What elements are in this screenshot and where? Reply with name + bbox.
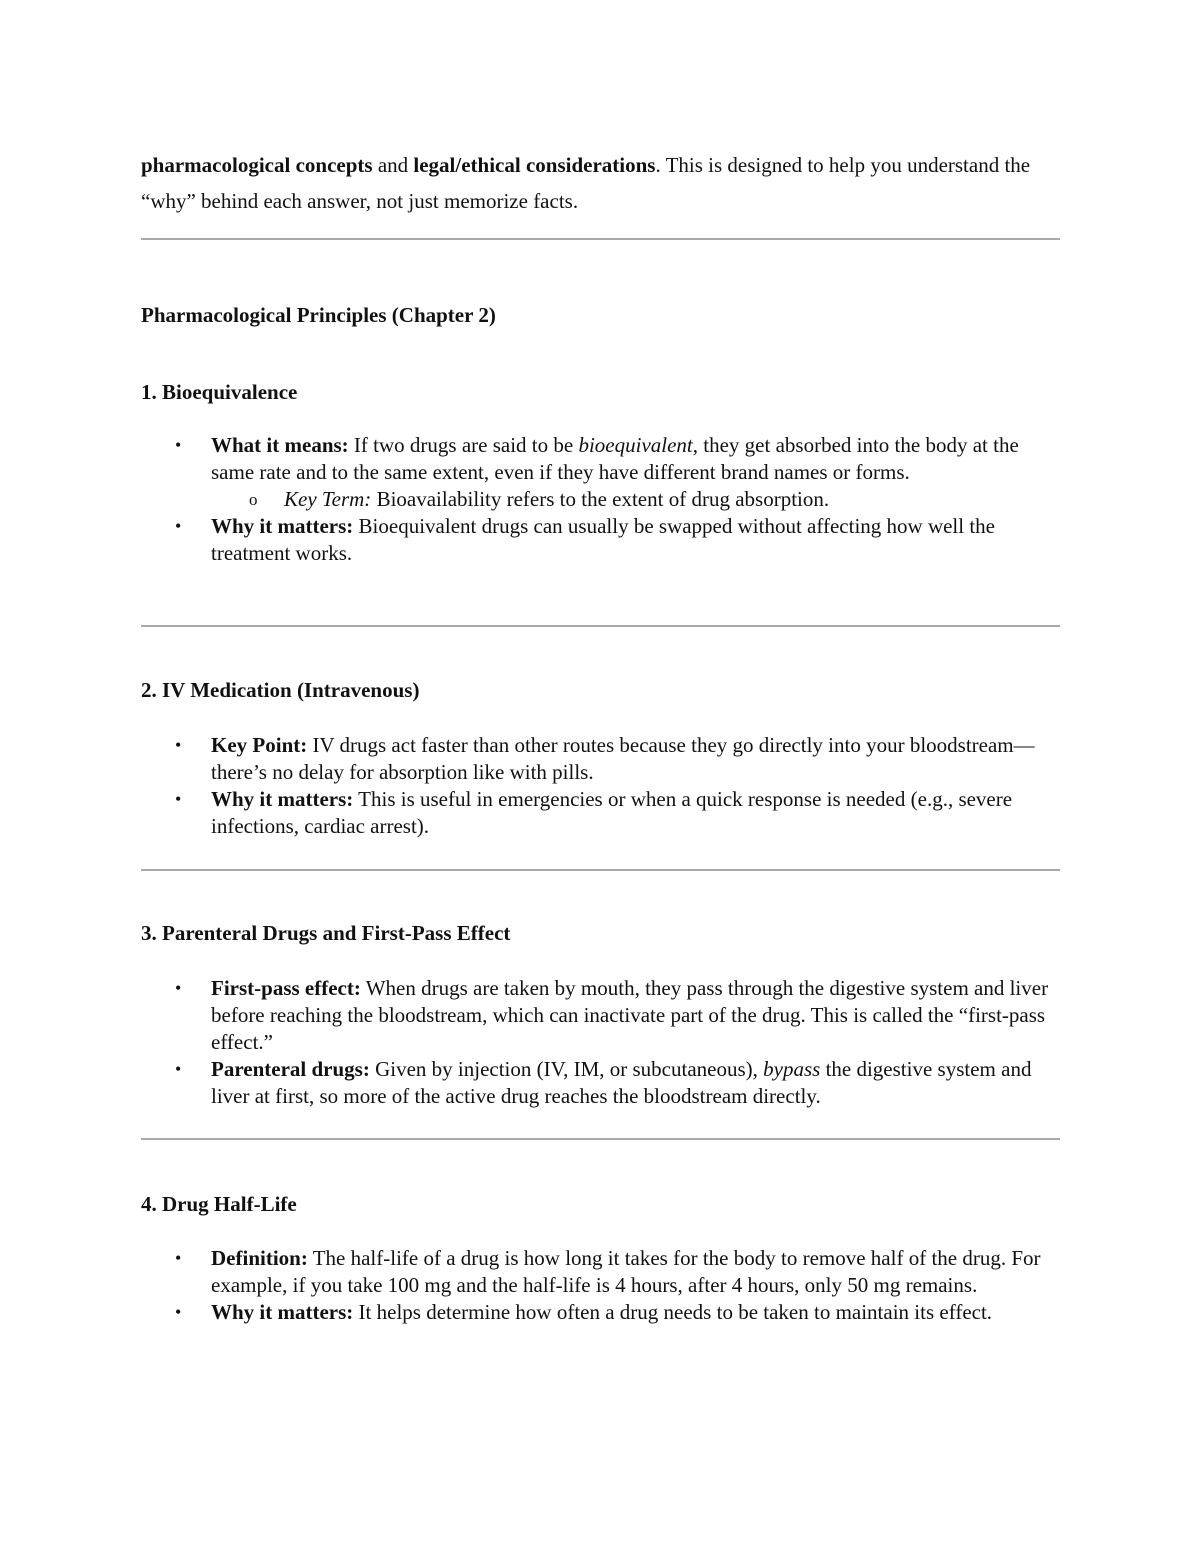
divider [141, 1138, 1060, 1140]
item-label: What it means: [211, 433, 349, 457]
list-item [141, 1056, 1060, 1110]
section-title-half-life: 4. Drug Half-Life [141, 1192, 297, 1216]
key-term-label: Key Term: [284, 487, 372, 511]
list-item [141, 975, 1060, 1056]
bullet-icon: • [175, 735, 182, 755]
bullet-icon: • [175, 978, 182, 998]
intro-paragraph [141, 147, 1060, 219]
bullet-icon: • [175, 435, 182, 455]
bullet-icon: • [175, 1248, 182, 1268]
bullet-icon: • [175, 1302, 182, 1322]
section-title-iv-medication: 2. IV Medication (Intravenous) [141, 678, 420, 702]
section-title-bioequivalence: 1. Bioequivalence [141, 380, 298, 404]
list-item [141, 1245, 1060, 1299]
list-item [141, 732, 1060, 786]
iv-medication-list [141, 732, 1060, 840]
item-emphasis: bioequivalent [578, 433, 693, 457]
divider [141, 238, 1060, 240]
intro-term-legal: legal/ethical considerations [413, 153, 656, 177]
item-label: First-pass effect: [211, 976, 361, 1000]
item-label: Definition: [211, 1246, 308, 1270]
intro-and: and [372, 153, 414, 177]
item-text: Given by injection (IV, IM, or subcutaneous), [369, 1057, 764, 1081]
divider [141, 869, 1060, 871]
item-emphasis: bypass [763, 1057, 821, 1081]
bullet-icon: • [175, 1059, 182, 1079]
list-item [141, 1299, 1060, 1326]
list-item [141, 786, 1060, 840]
item-label: Key Point: [211, 733, 308, 757]
list-item [141, 432, 1060, 513]
divider [141, 625, 1060, 627]
item-text: , they get absorbed into the body at the same rate and to the same extent, even if they have different brand names or forms. [211, 433, 1019, 484]
item-label: Parenteral drugs: [211, 1057, 370, 1081]
parenteral-list [141, 975, 1060, 1110]
sub-list-item [211, 486, 1060, 513]
section-title-parenteral: 3. Parenteral Drugs and First-Pass Effect [141, 921, 511, 945]
bioequivalence-list [141, 432, 1060, 567]
item-text: the digestive system and liver at first, so more of the active drug reaches the bloodstream directly. [211, 1057, 1032, 1108]
half-life-list [141, 1245, 1060, 1326]
intro-term-pharmacological: pharmacological concepts [141, 153, 373, 177]
item-text: IV drugs act faster than other routes because they go directly into your bloodstream—there’s no delay for absorption like with pills. [211, 733, 1035, 784]
key-term-text: Bioavailability refers to the extent of drug absorption. [371, 487, 830, 511]
item-text: If two drugs are said to be [348, 433, 579, 457]
bullet-icon: • [175, 516, 182, 536]
chapter-title: Pharmacological Principles (Chapter 2) [141, 303, 496, 327]
item-text: The half-life of a drug is how long it takes for the body to remove half of the drug. For example, if you take 100 mg and the half-life is 4 hours, after 4 hours, only 50 mg remains. [211, 1246, 1041, 1297]
list-item [141, 513, 1060, 567]
item-text: This is useful in emergencies or when a quick response is needed (e.g., severe infections, cardiac arrest). [211, 787, 1013, 838]
item-text: It helps determine how often a drug needs to be taken to maintain its effect. [353, 1300, 993, 1324]
sub-bullet-icon: o [249, 490, 258, 509]
bullet-icon: • [175, 789, 182, 809]
item-text: Bioequivalent drugs can usually be swapped without affecting how well the treatment works. [211, 514, 996, 565]
item-label: Why it matters: [211, 514, 354, 538]
item-text: When drugs are taken by mouth, they pass through the digestive system and liver before reaching the bloodstream, which can inactivate part of the drug. This is called the “first-pass effect.” [211, 976, 1049, 1054]
intro-rest: . This is designed to help you understand the “why” behind each answer, not just memorize facts. [141, 153, 1031, 213]
item-label: Why it matters: [211, 787, 354, 811]
item-label: Why it matters: [211, 1300, 354, 1324]
